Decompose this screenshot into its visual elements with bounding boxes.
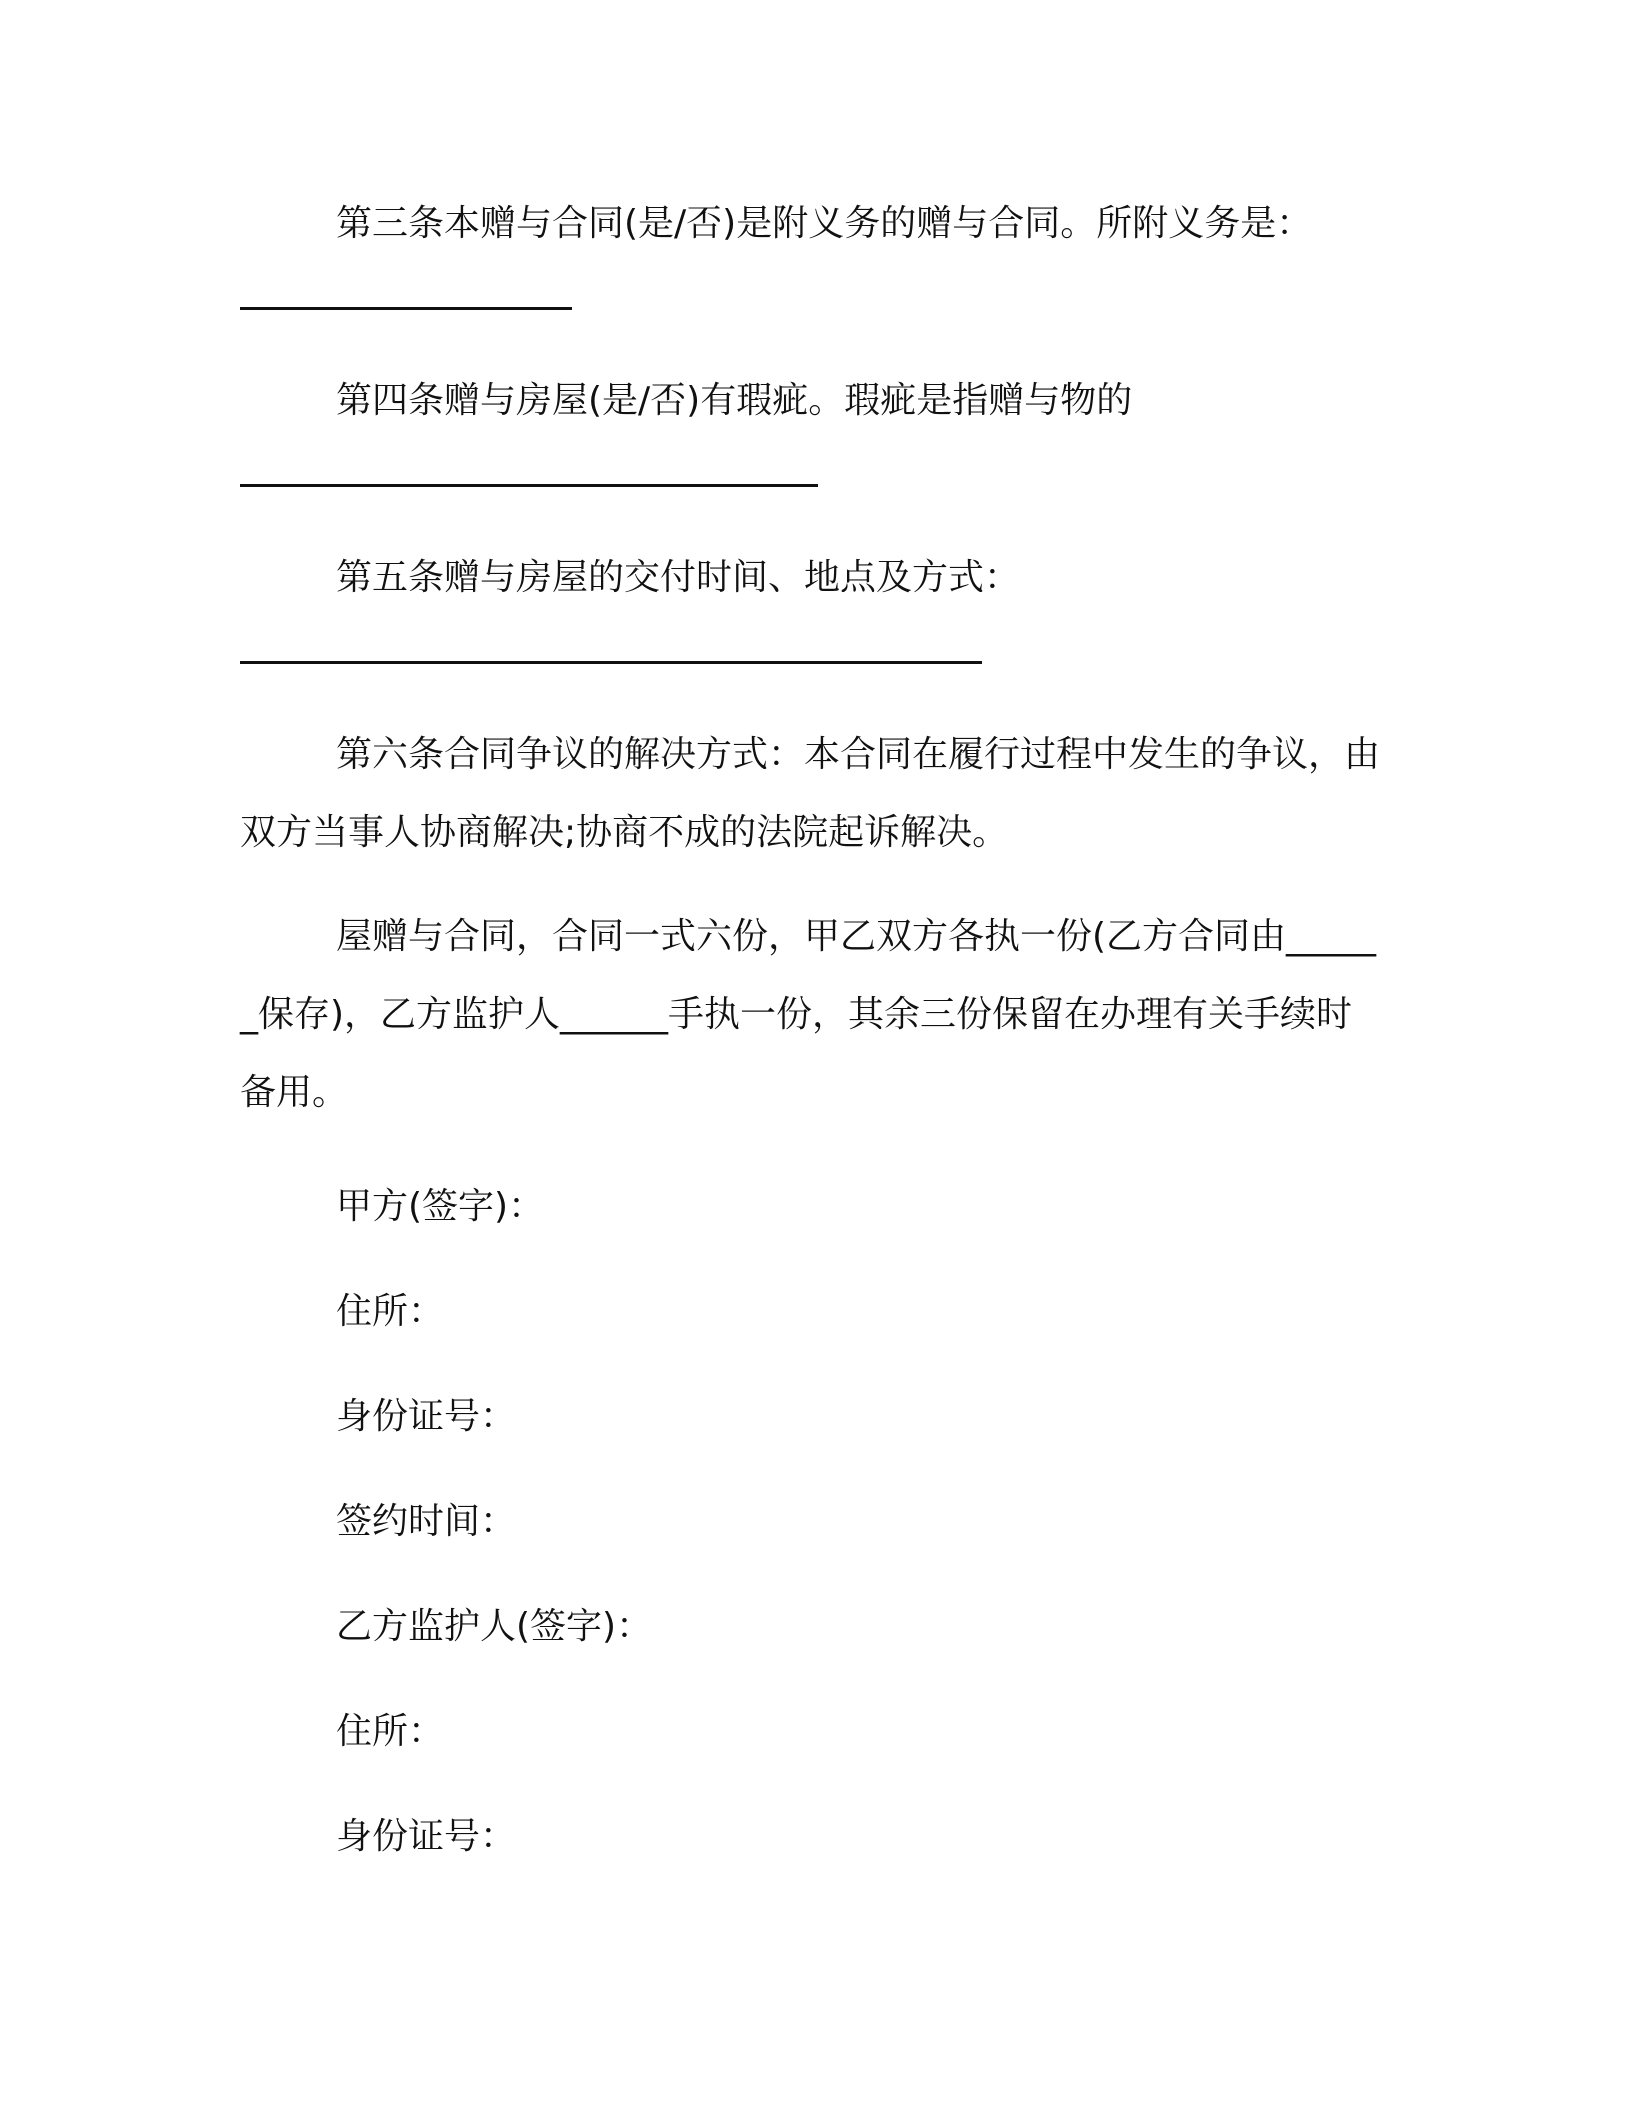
id-number-label: 身份证号： xyxy=(336,1396,517,1437)
party-a-signature-label: 甲方(签字)： xyxy=(336,1186,545,1227)
fill-in-line xyxy=(240,307,572,310)
document-body xyxy=(240,185,1380,1917)
article-4: 第四条赠与房屋(是/否)有瑕疵。瑕疵是指赠与物的 xyxy=(336,380,1133,421)
guardian-b-signature-label: 乙方监护人(签字)： xyxy=(336,1606,653,1647)
article-5: 第五条赠与房屋的交付时间、地点及方式： xyxy=(336,557,1021,598)
fill-in-line xyxy=(240,484,818,487)
copies-clause: 屋赠与合同，合同一式六份，甲乙双方各执一份(乙方合同由______保存)，乙方监护人______手执一份，其余三份保留在办理有关手续时备用。 xyxy=(240,916,1377,1113)
article-6: 第六条合同争议的解决方式：本合同在履行过程中发生的争议，由双方当事人协商解决;协商不成的法院起诉解决。 xyxy=(240,734,1381,853)
address-label: 住所： xyxy=(336,1291,445,1332)
article-3: 第三条本赠与合同(是/否)是附义务的赠与合同。所附义务是： xyxy=(336,203,1313,244)
fill-in-line xyxy=(240,661,982,664)
address-label: 住所： xyxy=(336,1711,445,1752)
id-number-label: 身份证号： xyxy=(336,1816,517,1857)
sign-time-label: 签约时间： xyxy=(336,1501,517,1542)
